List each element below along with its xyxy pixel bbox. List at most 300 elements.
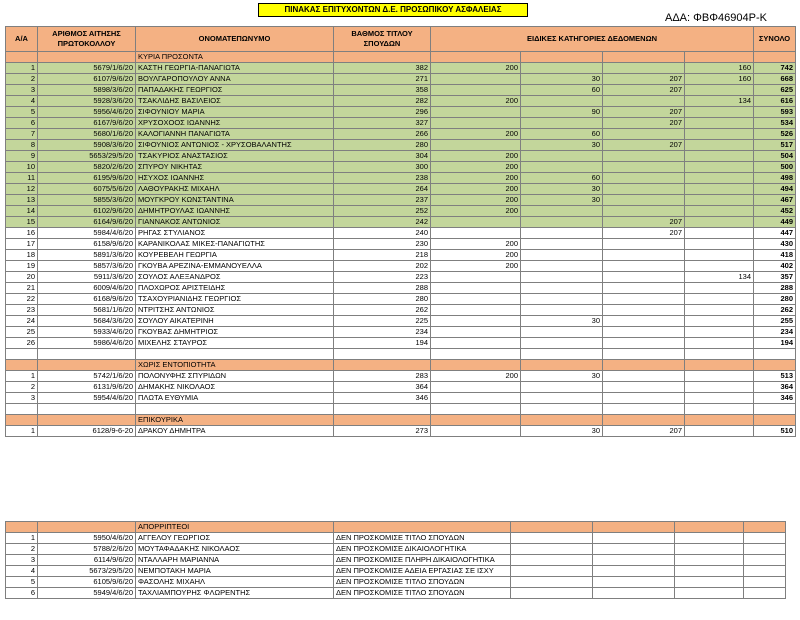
special-cell: 200 xyxy=(431,162,521,173)
special-cell: 30 xyxy=(521,184,603,195)
section-label: ΧΩΡΙΣ ΕΝΤΟΠΙΟΤΗΤΑ xyxy=(136,360,334,371)
empty-cell xyxy=(685,415,754,426)
protocol-cell: 6195/9/6/20 xyxy=(38,173,136,184)
empty-cell xyxy=(334,522,511,533)
protocol-cell: 6167/9/6/20 xyxy=(38,118,136,129)
special-cell: 30 xyxy=(521,195,603,206)
name-cell: ΒΟΥΛΓΑΡΟΠΟΥΛΟΥ ΑΝΝΑ xyxy=(136,74,334,85)
special-cell xyxy=(603,283,685,294)
row-number: 3 xyxy=(6,393,38,404)
empty-cell xyxy=(754,415,796,426)
row-number: 17 xyxy=(6,239,38,250)
degree-cell: 218 xyxy=(334,250,431,261)
table-row xyxy=(6,577,786,588)
empty-cell xyxy=(6,415,38,426)
spacer-row xyxy=(6,404,796,415)
reason-cell: ΔΕΝ ΠΡΟΣΚΟΜΙΣΕ ΤΙΤΛΟ ΣΠΟΥΔΩΝ xyxy=(334,588,511,599)
total-cell: 504 xyxy=(754,151,796,162)
table-row xyxy=(6,283,796,294)
name-cell: ΑΓΓΕΛΟΥ ΓΕΩΡΓΙΟΣ xyxy=(136,533,334,544)
row-number: 4 xyxy=(6,96,38,107)
empty-cell xyxy=(431,360,521,371)
row-number: 12 xyxy=(6,184,38,195)
degree-cell: 300 xyxy=(334,162,431,173)
protocol-cell: 5956/4/6/20 xyxy=(38,107,136,118)
row-number: 19 xyxy=(6,261,38,272)
spacer-row xyxy=(6,349,796,360)
name-cell: ΔΗΜΑΚΗΣ ΝΙΚΟΛΑΟΣ xyxy=(136,382,334,393)
row-number: 3 xyxy=(6,555,38,566)
special-cell: 200 xyxy=(431,173,521,184)
special-cell xyxy=(685,393,754,404)
special-cell xyxy=(431,305,521,316)
empty-cell xyxy=(38,522,136,533)
empty-cell xyxy=(603,404,685,415)
results-table xyxy=(5,26,796,437)
name-cell: ΠΟΛΟΝΥΦΗΣ ΣΠΥΡΙΔΩΝ xyxy=(136,371,334,382)
special-cell xyxy=(431,140,521,151)
row-number: 2 xyxy=(6,544,38,555)
total-cell: 262 xyxy=(754,305,796,316)
special-cell xyxy=(521,162,603,173)
special-cell xyxy=(521,250,603,261)
special-cell: 160 xyxy=(685,74,754,85)
name-cell: ΓΙΑΝΝΑΚΟΣ ΑΝΤΩΝΙΟΣ xyxy=(136,217,334,228)
special-cell: 200 xyxy=(431,195,521,206)
empty-cell xyxy=(754,52,796,63)
empty-cell xyxy=(334,52,431,63)
empty-cell xyxy=(593,566,675,577)
table-row xyxy=(6,588,786,599)
header-row xyxy=(6,27,796,52)
empty-cell xyxy=(744,533,786,544)
special-cell: 200 xyxy=(431,206,521,217)
row-number: 23 xyxy=(6,305,38,316)
empty-cell xyxy=(593,555,675,566)
table-row xyxy=(6,393,796,404)
special-cell: 200 xyxy=(431,261,521,272)
special-cell: 30 xyxy=(521,74,603,85)
special-cell xyxy=(685,107,754,118)
special-cell xyxy=(685,162,754,173)
special-cell: 60 xyxy=(521,129,603,140)
table-row xyxy=(6,544,786,555)
degree-cell: 194 xyxy=(334,338,431,349)
special-cell xyxy=(521,96,603,107)
total-cell: 534 xyxy=(754,118,796,129)
empty-cell xyxy=(744,544,786,555)
special-cell xyxy=(685,305,754,316)
protocol-cell: 5928/3/6/20 xyxy=(38,96,136,107)
special-cell: 200 xyxy=(431,239,521,250)
special-cell xyxy=(685,426,754,437)
empty-cell xyxy=(754,404,796,415)
special-cell xyxy=(431,393,521,404)
special-cell xyxy=(685,184,754,195)
protocol-cell: 6105/9/6/20 xyxy=(38,577,136,588)
empty-cell xyxy=(431,415,521,426)
row-number: 22 xyxy=(6,294,38,305)
special-cell: 207 xyxy=(603,228,685,239)
protocol-cell: 5681/1/6/20 xyxy=(38,305,136,316)
empty-cell xyxy=(38,52,136,63)
total-cell: 742 xyxy=(754,63,796,74)
protocol-cell: 5653/29/5/20 xyxy=(38,151,136,162)
empty-cell xyxy=(511,533,593,544)
total-cell: 447 xyxy=(754,228,796,239)
total-cell: 364 xyxy=(754,382,796,393)
total-cell: 494 xyxy=(754,184,796,195)
empty-cell xyxy=(521,404,603,415)
row-number: 18 xyxy=(6,250,38,261)
total-cell: 452 xyxy=(754,206,796,217)
protocol-cell: 6158/9/6/20 xyxy=(38,239,136,250)
protocol-cell: 5911/3/6/20 xyxy=(38,272,136,283)
protocol-cell: 6107/9/6/20 xyxy=(38,74,136,85)
table-row xyxy=(6,107,796,118)
table-row xyxy=(6,195,796,206)
empty-cell xyxy=(511,544,593,555)
protocol-cell: 6114/9/6/20 xyxy=(38,555,136,566)
empty-cell xyxy=(431,52,521,63)
empty-cell xyxy=(521,415,603,426)
table-row xyxy=(6,261,796,272)
table-row xyxy=(6,96,796,107)
special-cell xyxy=(521,283,603,294)
name-cell: ΚΑΣΤΗ ΓΕΩΡΓΙΑ-ΠΑΝΑΓΙΩΤΑ xyxy=(136,63,334,74)
table-row xyxy=(6,173,796,184)
name-cell: ΦΑΣΟΛΗΣ ΜΙΧΑΗΛ xyxy=(136,577,334,588)
protocol-cell: 5742/1/6/20 xyxy=(38,371,136,382)
degree-cell: 230 xyxy=(334,239,431,250)
name-cell: ΤΣΑΚΛΙΔΗΣ ΒΑΣΙΛΕΙΟΣ xyxy=(136,96,334,107)
degree-cell: 273 xyxy=(334,426,431,437)
special-cell: 90 xyxy=(521,107,603,118)
special-cell xyxy=(685,239,754,250)
degree-cell: 346 xyxy=(334,393,431,404)
table-row xyxy=(6,206,796,217)
special-cell xyxy=(431,74,521,85)
table-row xyxy=(6,272,796,283)
empty-cell xyxy=(675,555,744,566)
section-label: ΚΥΡΙΑ ΠΡΟΣΟΝΤΑ xyxy=(136,52,334,63)
special-cell xyxy=(431,283,521,294)
table-row xyxy=(6,305,796,316)
protocol-cell: 5949/4/6/20 xyxy=(38,588,136,599)
empty-cell xyxy=(744,577,786,588)
special-cell xyxy=(521,338,603,349)
row-number: 15 xyxy=(6,217,38,228)
special-cell: 134 xyxy=(685,272,754,283)
table-row xyxy=(6,217,796,228)
total-cell: 402 xyxy=(754,261,796,272)
special-cell xyxy=(521,63,603,74)
special-cell: 134 xyxy=(685,96,754,107)
empty-cell xyxy=(685,349,754,360)
degree-cell: 234 xyxy=(334,327,431,338)
special-cell xyxy=(685,118,754,129)
empty-cell xyxy=(675,522,744,533)
total-cell: 510 xyxy=(754,426,796,437)
special-cell xyxy=(603,272,685,283)
total-cell: 418 xyxy=(754,250,796,261)
table-row xyxy=(6,382,796,393)
empty-cell xyxy=(744,566,786,577)
table-row xyxy=(6,316,796,327)
special-cell xyxy=(521,393,603,404)
reason-cell: ΔΕΝ ΠΡΟΣΚΟΜΙΣΕ ΠΛΗΡΗ ΔΙΚΑΙΟΛΟΓΗΤΙΚΑ xyxy=(334,555,511,566)
name-cell: ΜΙΧΕΛΗΣ ΣΤΑΥΡΟΣ xyxy=(136,338,334,349)
special-cell xyxy=(603,195,685,206)
name-cell: ΣΟΥΛΟΥ ΑΙΚΑΤΕΡΙΝΗ xyxy=(136,316,334,327)
degree-cell: 280 xyxy=(334,140,431,151)
degree-cell: 238 xyxy=(334,173,431,184)
table-row xyxy=(6,250,796,261)
empty-cell xyxy=(685,52,754,63)
total-cell: 500 xyxy=(754,162,796,173)
name-cell: ΗΣΥΧΟΣ ΙΩΑΝΝΗΣ xyxy=(136,173,334,184)
special-cell xyxy=(685,294,754,305)
special-cell xyxy=(521,217,603,228)
row-number: 1 xyxy=(6,371,38,382)
empty-cell xyxy=(38,360,136,371)
name-cell: ΠΛΟΧΩΡΟΣ ΑΡΙΣΤΕΙΔΗΣ xyxy=(136,283,334,294)
special-cell xyxy=(431,217,521,228)
header-aa: Α/Α xyxy=(6,27,38,52)
special-cell xyxy=(685,85,754,96)
special-cell xyxy=(431,327,521,338)
row-number: 10 xyxy=(6,162,38,173)
name-cell: ΧΡΥΣΟΧΟΟΣ ΙΩΑΝΝΗΣ xyxy=(136,118,334,129)
special-cell xyxy=(685,316,754,327)
empty-cell xyxy=(334,349,431,360)
empty-cell xyxy=(511,588,593,599)
protocol-cell: 6164/9/6/20 xyxy=(38,217,136,228)
empty-cell xyxy=(511,522,593,533)
special-cell xyxy=(521,305,603,316)
degree-cell: 327 xyxy=(334,118,431,129)
table-row xyxy=(6,228,796,239)
table-row xyxy=(6,85,796,96)
special-cell: 200 xyxy=(431,151,521,162)
special-cell: 60 xyxy=(521,85,603,96)
empty-cell xyxy=(593,533,675,544)
empty-cell xyxy=(675,577,744,588)
row-number: 13 xyxy=(6,195,38,206)
special-cell xyxy=(685,371,754,382)
empty-cell xyxy=(754,349,796,360)
special-cell xyxy=(521,118,603,129)
special-cell xyxy=(603,63,685,74)
special-cell xyxy=(603,129,685,140)
total-cell: 280 xyxy=(754,294,796,305)
special-cell xyxy=(603,316,685,327)
table-row xyxy=(6,239,796,250)
special-cell xyxy=(603,393,685,404)
empty-cell xyxy=(511,577,593,588)
table-row xyxy=(6,566,786,577)
table-row xyxy=(6,426,796,437)
degree-cell: 382 xyxy=(334,63,431,74)
degree-cell: 262 xyxy=(334,305,431,316)
degree-cell: 358 xyxy=(334,85,431,96)
empty-cell xyxy=(675,544,744,555)
name-cell: ΜΟΥΓΚΡΟΥ ΚΩΝΣΤΑΝΤΙΝΑ xyxy=(136,195,334,206)
special-cell xyxy=(603,305,685,316)
special-cell xyxy=(603,173,685,184)
name-cell: ΔΡΑΚΟΥ ΔΗΜΗΤΡΑ xyxy=(136,426,334,437)
empty-cell xyxy=(603,349,685,360)
degree-cell: 242 xyxy=(334,217,431,228)
table-row xyxy=(6,294,796,305)
empty-cell xyxy=(744,555,786,566)
ada-code: ΑΔΑ: ΦΒΦ46904Ρ-Κ xyxy=(665,12,767,24)
special-cell xyxy=(685,327,754,338)
table-row xyxy=(6,184,796,195)
total-cell: 517 xyxy=(754,140,796,151)
special-cell xyxy=(521,272,603,283)
name-cell: ΚΑΛΟΓΙΑΝΝΗ ΠΑΝΑΓΙΩΤΑ xyxy=(136,129,334,140)
special-cell: 207 xyxy=(603,118,685,129)
protocol-cell: 5986/4/6/20 xyxy=(38,338,136,349)
protocol-cell: 5984/4/6/20 xyxy=(38,228,136,239)
name-cell: ΤΣΑΚΥΡΙΟΣ ΑΝΑΣΤΑΣΙΟΣ xyxy=(136,151,334,162)
total-cell: 625 xyxy=(754,85,796,96)
protocol-cell: 6168/9/6/20 xyxy=(38,294,136,305)
special-cell xyxy=(603,261,685,272)
special-cell: 200 xyxy=(431,371,521,382)
special-cell xyxy=(685,217,754,228)
reason-cell: ΔΕΝ ΠΡΟΣΚΟΜΙΣΕ ΤΙΤΛΟ ΣΠΟΥΔΩΝ xyxy=(334,533,511,544)
special-cell: 207 xyxy=(603,74,685,85)
protocol-cell: 5898/3/6/20 xyxy=(38,85,136,96)
special-cell xyxy=(521,382,603,393)
protocol-cell: 5673/29/5/20 xyxy=(38,566,136,577)
empty-cell xyxy=(685,360,754,371)
total-cell: 357 xyxy=(754,272,796,283)
special-cell xyxy=(685,195,754,206)
empty-cell xyxy=(521,349,603,360)
table-row xyxy=(6,555,786,566)
special-cell xyxy=(521,151,603,162)
row-number: 3 xyxy=(6,85,38,96)
empty-cell xyxy=(685,404,754,415)
protocol-cell: 5820/2/6/20 xyxy=(38,162,136,173)
special-cell xyxy=(521,228,603,239)
special-cell xyxy=(431,272,521,283)
row-number: 14 xyxy=(6,206,38,217)
table-row xyxy=(6,371,796,382)
special-cell: 200 xyxy=(431,129,521,140)
special-cell xyxy=(685,129,754,140)
protocol-cell: 5684/3/6/20 xyxy=(38,316,136,327)
row-number: 2 xyxy=(6,74,38,85)
row-number: 21 xyxy=(6,283,38,294)
protocol-cell: 5891/3/6/20 xyxy=(38,250,136,261)
special-cell: 200 xyxy=(431,96,521,107)
special-cell xyxy=(685,206,754,217)
degree-cell: 283 xyxy=(334,371,431,382)
rejected-table xyxy=(5,521,786,599)
table-row xyxy=(6,74,796,85)
row-number: 7 xyxy=(6,129,38,140)
reason-cell: ΔΕΝ ΠΡΟΣΚΟΜΙΣΕ ΤΙΤΛΟ ΣΠΟΥΔΩΝ xyxy=(334,577,511,588)
header-degree: ΒΑΘΜΟΣ ΤΙΤΛΟΥ ΣΠΟΥΔΩΝ xyxy=(334,27,431,52)
special-cell: 207 xyxy=(603,85,685,96)
name-cell: ΓΚΟΥΒΑ ΑΡΕΖΙΝΑ-ΕΜΜΑΝΟΥΕΛΛΑ xyxy=(136,261,334,272)
degree-cell: 296 xyxy=(334,107,431,118)
empty-cell xyxy=(521,52,603,63)
name-cell: ΝΤΑΛΛΑΡΗ ΜΑΡΙΑΝΝΑ xyxy=(136,555,334,566)
empty-cell xyxy=(593,544,675,555)
name-cell: ΠΛΩΤΑ ΕΥΘΥΜΙΑ xyxy=(136,393,334,404)
row-number: 6 xyxy=(6,588,38,599)
special-cell xyxy=(603,151,685,162)
row-number: 1 xyxy=(6,63,38,74)
row-number: 5 xyxy=(6,107,38,118)
special-cell xyxy=(431,118,521,129)
special-cell xyxy=(521,239,603,250)
row-number: 4 xyxy=(6,566,38,577)
empty-cell xyxy=(431,404,521,415)
empty-cell xyxy=(511,566,593,577)
row-number: 5 xyxy=(6,577,38,588)
special-cell xyxy=(603,327,685,338)
row-number: 11 xyxy=(6,173,38,184)
special-cell xyxy=(603,338,685,349)
degree-cell: 364 xyxy=(334,382,431,393)
empty-cell xyxy=(603,52,685,63)
special-cell xyxy=(431,228,521,239)
name-cell: ΚΟΥΡΕΒΕΛΗ ΓΕΩΡΓΙΑ xyxy=(136,250,334,261)
name-cell: ΣΙΦΟΥΝΙΟΣ ΑΝΤΩΝΙΟΣ - ΧΡΥΣΟΒΑΛΑΝΤΗΣ xyxy=(136,140,334,151)
empty-cell xyxy=(38,404,136,415)
protocol-cell: 5788/2/6/20 xyxy=(38,544,136,555)
table-row xyxy=(6,140,796,151)
special-cell xyxy=(431,382,521,393)
total-cell: 513 xyxy=(754,371,796,382)
row-number: 6 xyxy=(6,118,38,129)
special-cell xyxy=(685,173,754,184)
degree-cell: 282 xyxy=(334,96,431,107)
section-header-row xyxy=(6,52,796,63)
degree-cell: 237 xyxy=(334,195,431,206)
total-cell: 616 xyxy=(754,96,796,107)
name-cell: ΠΑΠΑΔΑΚΗΣ ΓΕΩΡΓΙΟΣ xyxy=(136,85,334,96)
empty-cell xyxy=(675,566,744,577)
header-name: ΟΝΟΜΑΤΕΠΩΝΥΜΟ xyxy=(136,27,334,52)
total-cell: 668 xyxy=(754,74,796,85)
special-cell xyxy=(685,140,754,151)
empty-cell xyxy=(675,588,744,599)
page-title: ΠΙΝΑΚΑΣ ΕΠΙΤΥΧΟΝΤΩΝ Δ.Ε. ΠΡΟΣΩΠΙΚΟΥ ΑΣΦΑΛΕΙΑΣ xyxy=(258,3,528,17)
name-cell: ΝΕΜΠΟΤΑΚΗ ΜΑΡΙΑ xyxy=(136,566,334,577)
row-number: 16 xyxy=(6,228,38,239)
table-row xyxy=(6,162,796,173)
special-cell xyxy=(431,338,521,349)
name-cell: ΓΚΟΥΒΑΣ ΔΗΜΗΤΡΙΟΣ xyxy=(136,327,334,338)
protocol-cell: 5679/1/6/20 xyxy=(38,63,136,74)
row-number: 1 xyxy=(6,426,38,437)
degree-cell: 304 xyxy=(334,151,431,162)
empty-cell xyxy=(593,588,675,599)
special-cell xyxy=(603,250,685,261)
table-row xyxy=(6,151,796,162)
row-number: 2 xyxy=(6,382,38,393)
total-cell: 288 xyxy=(754,283,796,294)
table-row xyxy=(6,533,786,544)
table-row xyxy=(6,118,796,129)
